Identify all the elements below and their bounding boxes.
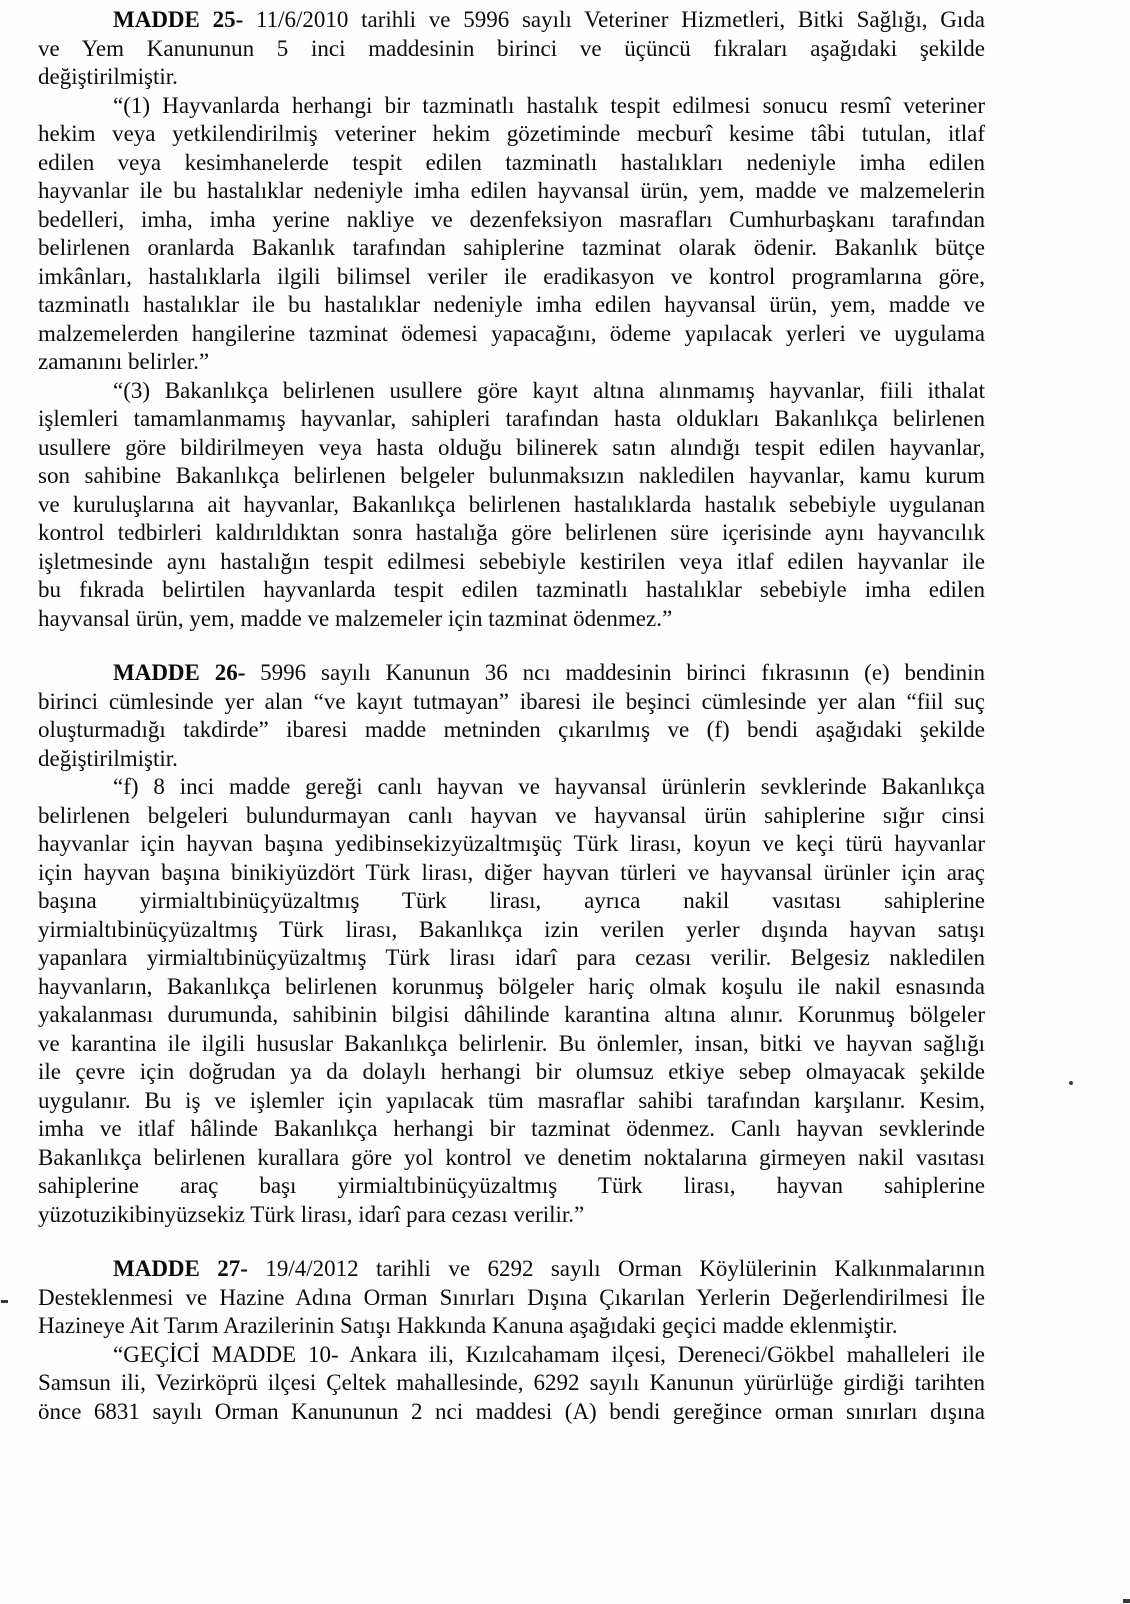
text-line: belirlenen oranlarda Bakanlık tarafından sahiplerine tazminat olarak ödenir. Bakanlık bütçe <box>38 235 985 260</box>
text-line: yakalanması durumunda, sahibinin bilgisi dâhilinde karantina altına alınır. Korunmuş bölgeler <box>38 1002 985 1027</box>
law-text-block <box>38 6 985 1426</box>
text-line: “(1) Hayvanlarda herhangi bir tazminatlı hastalık tespit edilmesi sonucu resmî veteriner <box>113 92 985 118</box>
text-line: hekim veya yetkilendirilmiş veteriner hekim gözetiminde mecburî kesime tâbi tutulan, itlaf <box>38 121 985 146</box>
text-line: ile çevre için doğrudan ya da dolaylı herhangi bir olumsuz etkiye sebep olmayacak şekilde <box>38 1059 985 1084</box>
text-line: usullere göre bildirilmeyen veya hasta olduğu bilinerek satın alındığı tespit edilen hayvanlar, <box>38 434 985 460</box>
text-line: hayvanların, Bakanlıkça belirlenen korunmuş bölgeler hariç olmak koşulu ile nakil esnasında <box>38 973 985 999</box>
text-line: tazminatlı hastalıklar ile bu hastalıklar nedeniyle imha edilen hayvansal ürün, yem, madde ve <box>38 292 985 317</box>
text-line: MADDE 27- 19/4/2012 tarihli ve 6292 sayılı Orman Köylülerinin Kalkınmalarının <box>113 1256 985 1281</box>
text-line: Desteklenmesi ve Hazine Adına Orman Sınırları Dışına Çıkarılan Yerlerin Değerlendirilmesi İle <box>38 1284 985 1310</box>
paragraph-bent-f <box>38 773 985 1229</box>
text-line: MADDE 26- 5996 sayılı Kanunun 36 ncı maddesinin birinci fıkrasının (e) bendinin <box>113 660 985 685</box>
text-line: imha ve itlaf hâlinde Bakanlıkça herhangi bir tazminat ödenmez. Canlı hayvan sevklerinde <box>38 1116 985 1141</box>
scan-speck <box>1123 1599 1130 1603</box>
scan-speck <box>1 1300 8 1303</box>
article-number: MADDE 25- <box>113 7 244 32</box>
text-line: hayvanlar ile bu hastalıklar nedeniyle imha edilen hayvansal ürün, yem, madde ve malzemelerin <box>38 178 985 203</box>
paragraph-fikra-3 <box>38 377 985 634</box>
paragraph-madde-26 <box>38 659 985 773</box>
text-line: imkânları, hastalıklarla ilgili bilimsel veriler ile eradikasyon ve kontrol programlarına göre, <box>38 263 985 289</box>
text-line: hayvanlar için hayvan başına yedibinsekizyüzaltmışüç Türk lirası, koyun ve keçi türü hayvanlar <box>38 831 985 856</box>
text-line: değiştirilmiştir. <box>38 64 178 89</box>
text-line: önce 6831 sayılı Orman Kanununun 2 nci maddesi (A) bendi gereğince orman sınırları dışına <box>38 1398 985 1424</box>
text-line: Samsun ili, Vezirköprü ilçesi Çeltek mahallesinde, 6292 sayılı Kanunun yürürlüğe girdiği tarihten <box>38 1370 985 1395</box>
article-number: MADDE 27- <box>113 1256 248 1281</box>
text-line: uygulanır. Bu iş ve işlemler için yapılacak tüm masraflar sahibi tarafından karşılanır. Kesim, <box>38 1087 985 1113</box>
text-line: başına yirmialtıbinüçyüzaltmış Türk lirası, ayrıca nakil vasıtası sahiplerine <box>38 888 985 913</box>
text-line: yüzotuzikibinyüzsekiz Türk lirası, idarî para cezası verilir.” <box>38 1201 585 1227</box>
text-line: “(3) Bakanlıkça belirlenen usullere göre kayıt altına alınmamış hayvanlar, fiili ithalat <box>113 377 985 403</box>
text-line: değiştirilmiştir. <box>38 745 178 771</box>
text-line: yirmialtıbinüçyüzaltmış Türk lirası, Bakanlıkça izin verilen yerler dışında hayvan satışı <box>38 916 985 942</box>
text-line: zamanını belirler.” <box>38 349 210 374</box>
paragraph-gecici-madde-10 <box>38 1341 985 1427</box>
text-line: malzemelerden hangilerine tazminat ödemesi yapacağını, ödeme yapılacak yerleri ve uygulama <box>38 320 985 346</box>
text-line: ve Yem Kanununun 5 inci maddesinin birinci ve üçüncü fıkraları aşağıdaki şekilde <box>38 35 985 61</box>
text-line: “f) 8 inci madde gereği canlı hayvan ve hayvansal ürünlerin sevklerinde Bakanlıkça <box>113 774 985 799</box>
text-line: Bakanlıkça belirlenen kurallara göre yol kontrol ve denetim noktalarına girmeyen nakil vasıtası <box>38 1144 985 1170</box>
text-line: kontrol tedbirleri kaldırıldıktan sonra hastalığa göre belirlenen süre içerisinde aynı hayvancılık <box>38 520 985 545</box>
text-line: işletmesinde aynı hastalığın tespit edilmesi sebebiyle kestirilen veya itlaf edilen hayvanlar ile <box>38 548 985 574</box>
text-line: hayvansal ürün, yem, madde ve malzemeler için tazminat ödenmez.” <box>38 605 673 631</box>
text-line: için hayvan başına binikiyüzdört Türk lirası, diğer hayvan türleri ve hayvansal ürünler için araç <box>38 859 985 885</box>
paragraph-madde-27 <box>38 1255 985 1341</box>
text-line: Hazineye Ait Tarım Arazilerinin Satışı Hakkında Kanuna aşağıdaki geçici madde eklenmiştir. <box>38 1313 898 1338</box>
text-line: belirlenen belgeleri bulundurmayan canlı hayvan ve hayvansal ürün sahiplerine sığır cinsi <box>38 802 985 828</box>
text-line: sahiplerine araç başı yirmialtıbinüçyüzaltmış Türk lirası, hayvan sahiplerine <box>38 1173 985 1198</box>
text-line: son sahibine Bakanlıkça belirlenen belgeler bulunmaksızın nakledilen hayvanlar, kamu kurum <box>38 463 985 488</box>
text-line: bedelleri, imha, imha yerine nakliye ve dezenfeksiyon masrafları Cumhurbaşkanı tarafından <box>38 206 985 232</box>
text-line: edilen veya kesimhanelerde tespit edilen tazminatlı hastalıkları nedeniyle imha edilen <box>38 149 985 175</box>
text-line: işlemleri tamamlanmamış hayvanlar, sahipleri tarafından hasta oldukları Bakanlıkça belirlenen <box>38 406 985 431</box>
text-line: ve kuruluşlarına ait hayvanlar, Bakanlıkça belirlenen hastalıklarda hastalık sebebiyle uygulanan <box>38 491 985 517</box>
paragraph-fikra-1 <box>38 92 985 377</box>
paragraph-madde-25 <box>38 6 985 92</box>
text-line: birinci cümlesinde yer alan “ve kayıt tutmayan” ibaresi ile beşinci cümlesinde yer alan “fiil suç <box>38 688 985 714</box>
text-line: bu fıkrada belirtilen hayvanlarda tespit edilen tazminatlı hastalıklar sebebiyle imha edilen <box>38 577 985 602</box>
text-line: “GEÇİCİ MADDE 10- Ankara ili, Kızılcahamam ilçesi, Dereneci/Gökbel mahalleleri ile <box>113 1341 985 1367</box>
text-line: MADDE 25- 11/6/2010 tarihli ve 5996 sayılı Veteriner Hizmetleri, Bitki Sağlığı, Gıda <box>113 7 985 32</box>
text-line: yapanlara yirmialtıbinüçyüzaltmış Türk lirası idarî para cezası verilir. Belgesiz nakledilen <box>38 945 985 970</box>
text-line: ve karantina ile ilgili hususlar Bakanlıkça belirlenir. Bu önlemler, insan, bitki ve hayvan sağlığı <box>38 1030 985 1056</box>
text-line: oluşturmadığı takdirde” ibaresi madde metninden çıkarılmış ve (f) bendi aşağıdaki şekilde <box>38 717 985 742</box>
article-number: MADDE 26- <box>113 660 246 685</box>
scan-speck <box>1069 1081 1073 1085</box>
